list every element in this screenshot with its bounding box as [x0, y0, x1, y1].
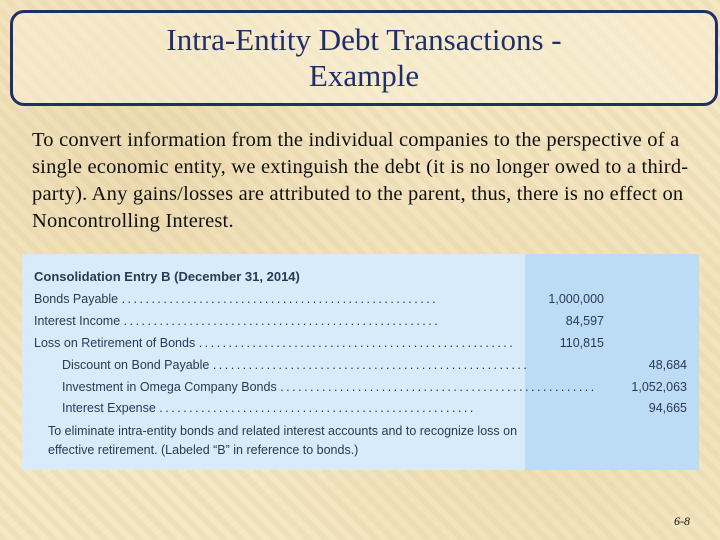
entry-explanation: To eliminate intra-entity bonds and related interest accounts and to recognize loss on effective retirement. (Labeled “B” in reference to bonds.) [48, 424, 518, 457]
entry-row-debit: 84,597 [565, 314, 604, 328]
entry-row-debit: 1,000,000 [548, 292, 604, 306]
entry-row-credit: 1,052,063 [631, 380, 687, 394]
leader-dots: ..................................................... [280, 380, 597, 394]
entry-row-label: Loss on Retirement of Bonds [34, 336, 196, 350]
entry-row-label: Interest Income [34, 314, 121, 328]
entry-row [22, 355, 699, 375]
entry-row-label: Discount on Bond Payable [62, 358, 210, 372]
slide-title-line-1: Intra-Entity Debt Transactions - [166, 22, 562, 57]
body-paragraph: To convert information from the individual companies to the perspective of a single economic entity, we extinguish the debt (it is no longer owed to a third-party). Any gains/losses are attributed to the parent, thus, there is no effect on Noncontrolling Interest. [32, 129, 689, 232]
page-number: 6-8 [674, 514, 690, 528]
entry-row [22, 398, 699, 418]
leader-dots: ..................................................... [121, 292, 439, 306]
entry-row-credit: 48,684 [648, 358, 687, 372]
leader-dots: ..................................................... [212, 358, 530, 372]
entry-row-credit: 94,665 [648, 401, 687, 415]
entry-row [22, 311, 699, 331]
entry-title: Consolidation Entry B (December 31, 2014) [34, 269, 300, 284]
leader-dots: ..................................................... [159, 401, 476, 415]
entry-row-label: Interest Expense [62, 401, 156, 415]
entry-row [22, 289, 699, 309]
leader-dots: ..................................................... [123, 314, 441, 328]
entry-row-debit: 110,815 [559, 336, 604, 350]
leader-dots: ..................................................... [198, 336, 516, 350]
entry-row [22, 377, 699, 397]
slide-title-box [10, 10, 718, 106]
slide-title-line-2: Example [308, 58, 420, 93]
entry-row-label: Bonds Payable [34, 292, 119, 306]
entry-row [22, 333, 699, 353]
entry-row-label: Investment in Omega Company Bonds [62, 380, 277, 394]
consolidation-entry-table [22, 254, 699, 470]
